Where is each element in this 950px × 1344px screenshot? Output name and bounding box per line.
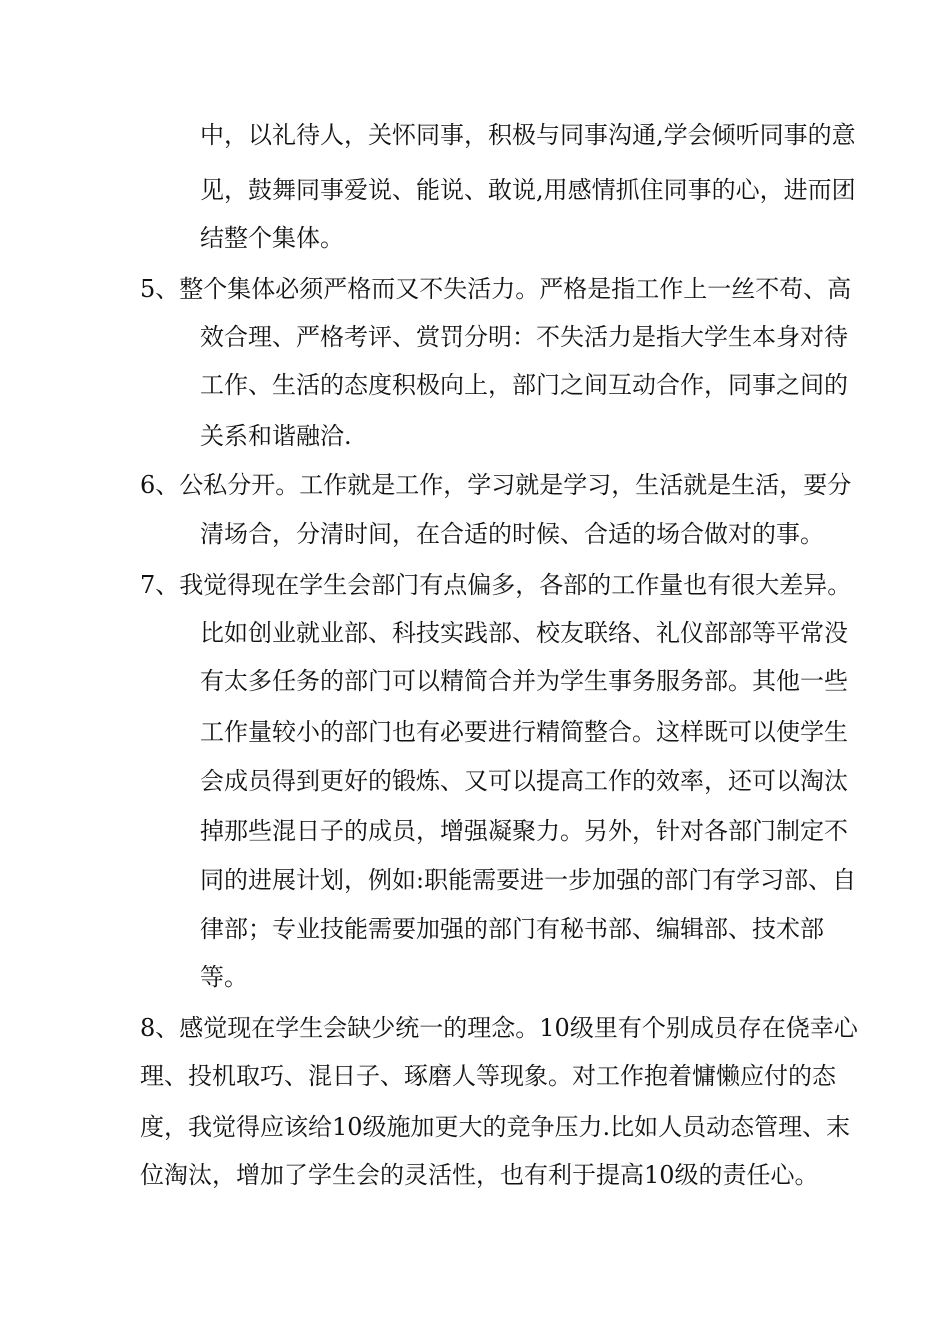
paragraph-line: 工作、生活的态度积极向上，部门之间互动合作，同事之间的 [200, 371, 848, 399]
paragraph-line: 律部；专业技能需要加强的部门有秘书部、编辑部、技术部 [200, 915, 824, 943]
list-item-7-first-line [140, 570, 851, 600]
paragraph-line: 清场合，分清时间，在合适的时候、合适的场合做对的事。 [200, 520, 824, 548]
list-item-5-first-line [140, 274, 851, 304]
paragraph-line: 掉那些混日子的成员，增强凝聚力。另外，针对各部门制定不 [200, 817, 848, 845]
paragraph-line: 位淘汰，增加了学生会的灵活性，也有利于提高10级的责任心。 [140, 1161, 819, 1189]
paragraph-line: 会成员得到更好的锻炼、又可以提高工作的效率，还可以淘汰 [200, 767, 848, 795]
paragraph-line: 效合理、严格考评、赏罚分明：不失活力是指大学生本身对待 [200, 323, 848, 351]
paragraph-line: 度，我觉得应该给10级施加更大的竞争压力.比如人员动态管理、末 [140, 1113, 851, 1141]
list-number: 5、 [140, 275, 180, 303]
paragraph-text: 感觉现在学生会缺少统一的理念。10级里有个别成员存在侥幸心 [179, 1014, 858, 1042]
list-number: 8、 [140, 1014, 180, 1042]
paragraph-line: 有太多任务的部门可以精简合并为学生事务服务部。其他一些 [200, 667, 848, 695]
paragraph-line: 工作量较小的部门也有必要进行精简整合。这样既可以使学生 [200, 718, 848, 746]
paragraph-text: 公私分开。工作就是工作，学习就是学习，生活就是生活，要分 [179, 471, 852, 499]
paragraph-line: 等。 [200, 963, 248, 991]
paragraph-line: 同的进展计划，例如:职能需要进一步加强的部门有学习部、自 [200, 866, 857, 894]
paragraph-line: 结整个集体。 [200, 224, 344, 252]
list-number: 7、 [140, 571, 180, 599]
paragraph-text: 我觉得现在学生会部门有点偏多，各部的工作量也有很大差异。 [179, 571, 852, 599]
paragraph-line: 中，以礼待人，关怀同事，积极与同事沟通,学会倾听同事的意 [200, 121, 856, 149]
paragraph-line: 关系和谐融洽. [200, 422, 352, 450]
list-item-6-first-line [140, 470, 851, 500]
paragraph-line: 理、投机取巧、混日子、琢磨人等现象。对工作抱着慵懒应付的态 [140, 1062, 836, 1090]
paragraph-line: 比如创业就业部、科技实践部、校友联络、礼仪部部等平常没 [200, 619, 848, 647]
list-number: 6、 [140, 471, 180, 499]
list-item-8-first-line [140, 1013, 858, 1043]
paragraph-line: 见，鼓舞同事爱说、能说、敢说,用感情抓住同事的心，进而团 [200, 176, 856, 204]
paragraph-text: 整个集体必须严格而又不失活力。严格是指工作上一丝不苟、高 [179, 275, 852, 303]
